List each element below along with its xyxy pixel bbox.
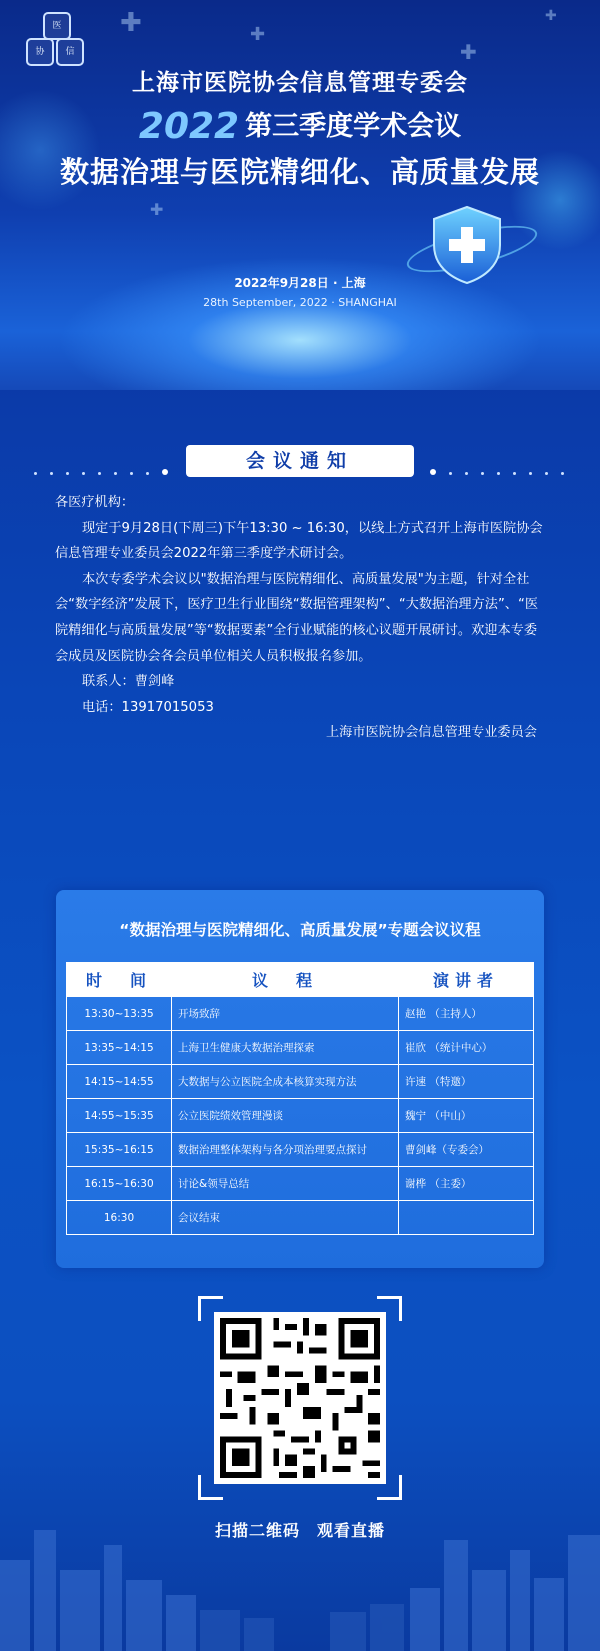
notice-paragraph-2: 本次专委学术会议以"数据治理与医院精细化、高质量发展"为主题，针对全社会“数字经济”发展下，医疗卫生行业围绕“数据管理架构”、“大数据治理方法”、“医院精细化与高质量发展”等“数据要素”全行业赋能的核心议题开展研讨。欢迎本专委会成员及医院协会各会员单位相关人员积极报名参加。 — [55, 571, 539, 664]
column-header-speaker: 演讲者 — [399, 963, 534, 997]
event-date-en: 28th September, 2022 · SHANGHAI — [203, 296, 397, 309]
notice-heading-bar — [0, 445, 600, 479]
salutation: 各医疗机构： — [55, 495, 135, 510]
table-row — [67, 1031, 534, 1065]
hero-banner — [0, 0, 600, 390]
row-topic: 公立医院绩效管理漫谈 — [172, 1099, 399, 1133]
dots-right — [430, 460, 577, 464]
meeting-year: 2022 — [138, 106, 240, 147]
row-speaker: 崔欣 （统计中心） — [399, 1031, 534, 1065]
medical-shield-icon — [430, 205, 504, 285]
agenda-table — [66, 962, 534, 1235]
row-speaker: 许速 （特邀） — [399, 1065, 534, 1099]
row-topic: 数据治理整体架构与各分项治理要点探讨 — [172, 1133, 399, 1167]
plus-decoration-icon: ✚ — [120, 8, 142, 38]
row-speaker — [399, 1201, 534, 1235]
row-topic: 开场致辞 — [172, 997, 399, 1031]
dots-left — [34, 460, 181, 464]
meeting-title-rest: 第三季度学术会议 — [245, 111, 462, 142]
agenda-header-row — [67, 963, 534, 997]
row-topic: 讨论&领导总结 — [172, 1167, 399, 1201]
row-speaker: 魏宁 （中山） — [399, 1099, 534, 1133]
table-row — [67, 1133, 534, 1167]
event-date-cn: 2022年9月28日 · 上海 — [234, 276, 366, 290]
table-row — [67, 1099, 534, 1133]
plus-decoration-icon: ✚ — [545, 8, 557, 24]
row-time: 15:35~16:15 — [67, 1133, 172, 1167]
table-row — [67, 1167, 534, 1201]
qr-caption: 扫描二维码 观看直播 — [214, 1521, 385, 1540]
meeting-title — [0, 104, 600, 147]
row-time: 13:30~13:35 — [67, 997, 172, 1031]
row-speaker: 赵艳 （主持人） — [399, 997, 534, 1031]
table-row — [67, 1201, 534, 1235]
table-row — [67, 1065, 534, 1099]
row-topic: 会议结束 — [172, 1201, 399, 1235]
row-time: 16:30 — [67, 1201, 172, 1235]
contact-phone: 电话：13917015053 — [82, 699, 214, 715]
column-header-topic: 议 程 — [172, 963, 399, 997]
row-time: 13:35~14:15 — [67, 1031, 172, 1065]
qr-code-frame[interactable] — [198, 1296, 402, 1500]
agenda-card — [56, 890, 544, 1268]
row-time: 16:15~16:30 — [67, 1167, 172, 1201]
row-speaker: 谢桦 （主委） — [399, 1167, 534, 1201]
qr-code-icon[interactable] — [214, 1312, 386, 1484]
row-time: 14:15~14:55 — [67, 1065, 172, 1099]
row-time: 14:55~15:35 — [67, 1099, 172, 1133]
organizer-title: 上海市医院协会信息管理专委会 — [132, 70, 468, 96]
signature: 上海市医院协会信息管理专业委员会 — [326, 725, 537, 741]
notice-body — [55, 490, 547, 746]
contact-person: 联系人：曹剑峰 — [82, 674, 175, 690]
row-topic: 大数据与公立医院全成本核算实现方法 — [172, 1065, 399, 1099]
plus-decoration-icon: ✚ — [150, 200, 164, 219]
logo-char: 协 — [26, 38, 54, 66]
table-row — [67, 997, 534, 1031]
notice-paragraph-1: 现定于9月28日(下周三)下午13:30 ~ 16:30，以线上方式召开上海市医院协会信息管理专业委员会2022年第三季度学术研讨会。 — [55, 520, 543, 562]
logo-char: 信 — [56, 38, 84, 66]
theme-title: 数据治理与医院精细化、高质量发展 — [59, 155, 540, 189]
notice-heading: 会议通知 — [186, 445, 414, 477]
row-speaker: 曹剑峰（专委会） — [399, 1133, 534, 1167]
association-logo — [26, 12, 84, 70]
row-topic: 上海卫生健康大数据治理探索 — [172, 1031, 399, 1065]
plus-decoration-icon: ✚ — [460, 40, 477, 64]
column-header-time: 时 间 — [67, 963, 172, 997]
agenda-title: “数据治理与医院精细化、高质量发展”专题会议议程 — [119, 921, 481, 939]
logo-char: 医 — [43, 12, 71, 40]
plus-decoration-icon: ✚ — [250, 24, 266, 45]
